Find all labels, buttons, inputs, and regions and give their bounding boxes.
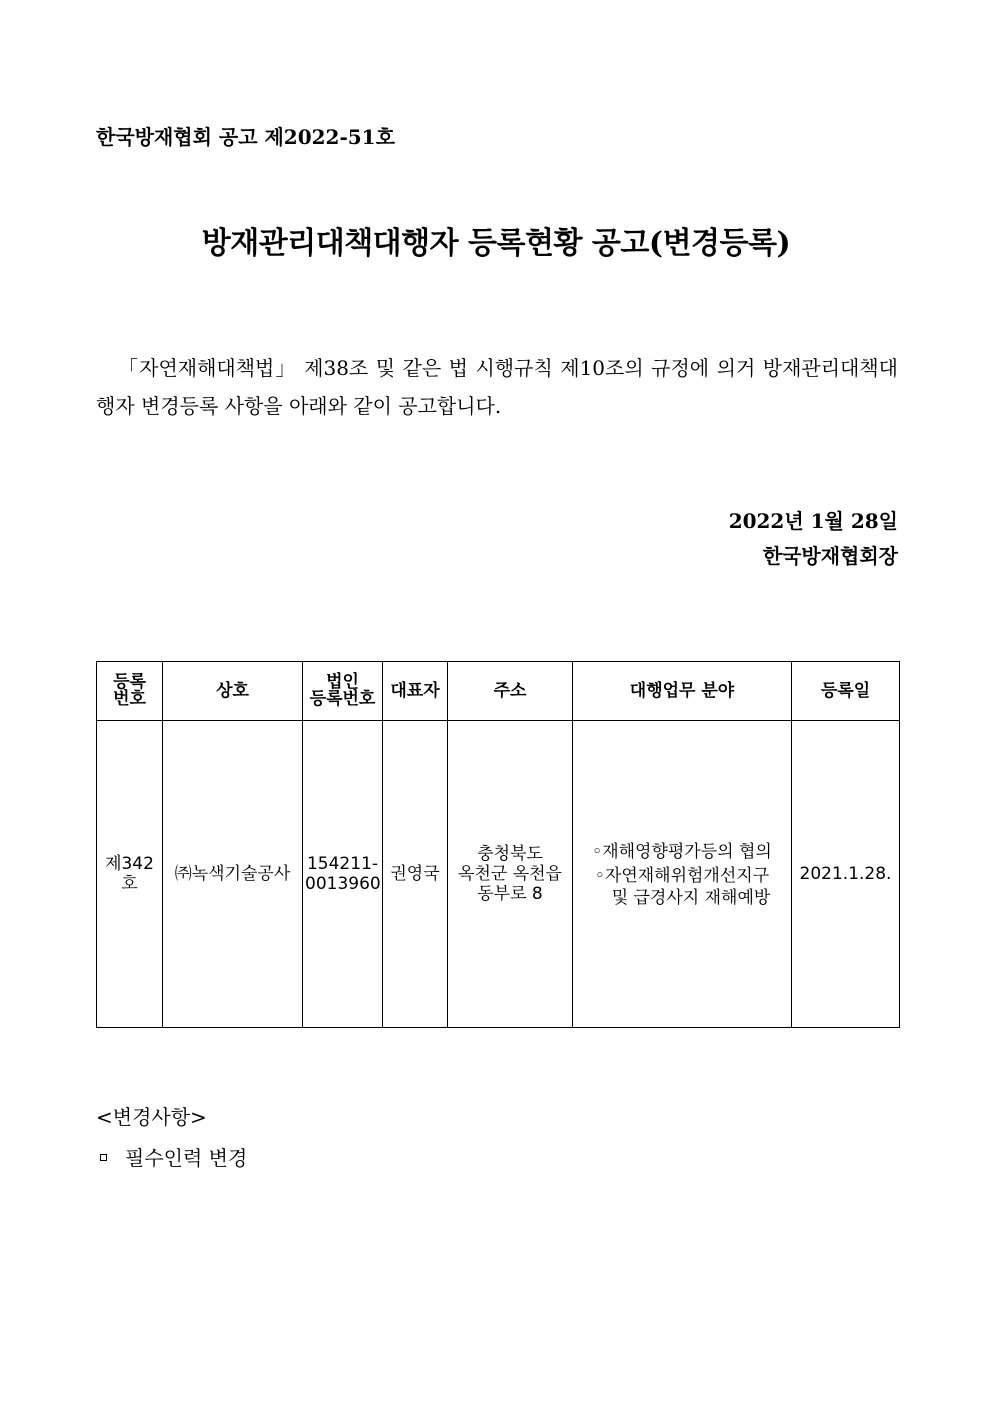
header-reg-no-line2: 번호: [113, 688, 146, 709]
body-paragraph: 「자연재해대책법」 제38조 및 같은 법 시행규칙 제10조의 규정에 의거 방재관리대책대행자 변경등록 사항을 아래와 같이 공고합니다.: [96, 356, 898, 418]
header-reg-date: 등록일: [792, 662, 900, 721]
field-line1: ◦재해영향평가등의 협의: [592, 842, 772, 862]
cell-address: [448, 721, 573, 1028]
header-corp-no: [303, 662, 383, 721]
cell-field: [573, 721, 792, 1028]
header-representative: 대표자: [383, 662, 448, 721]
notice-number: 한국방재협회 공고 제2022-51호: [96, 125, 395, 149]
header-reg-no: [97, 662, 163, 721]
header-field: 대행업무 분야: [573, 662, 792, 721]
changes-item-text: 필수인력 변경: [125, 1146, 248, 1170]
header-reg-no-line1: 등록: [113, 671, 146, 692]
table-header-row: [97, 662, 900, 721]
table-row: [97, 721, 900, 1028]
cell-reg-no: 제342호: [97, 721, 163, 1028]
changes-heading: <변경사항>: [96, 1105, 207, 1129]
issuer-name: 한국방재협회장: [762, 544, 898, 568]
address-line3: 동부로 8: [477, 884, 543, 904]
header-corp-no-line2: 등록번호: [309, 688, 376, 709]
page-title: 방재관리대책대행자 등록현황 공고(변경등록): [201, 226, 791, 261]
list-item: [100, 1142, 247, 1171]
header-company: 상호: [163, 662, 303, 721]
address-line2: 옥천군 옥천읍: [458, 864, 562, 884]
cell-representative: 권영국: [383, 721, 448, 1028]
cell-reg-date: 2021.1.28.: [792, 721, 900, 1028]
registration-table: [96, 661, 900, 1028]
corp-no-line2: 0013960: [305, 874, 381, 894]
cell-corp-no: [303, 721, 383, 1028]
field-line3: 및 급경사지 재해예방: [611, 888, 771, 908]
corp-no-line1: 154211-: [306, 854, 379, 874]
cell-company: ㈜녹색기술공사: [163, 721, 303, 1028]
field-line2: ◦자연재해위험개선지구: [594, 866, 770, 886]
notice-date: 2022년 1월 28일: [728, 509, 898, 533]
header-corp-no-line1: 법인: [326, 671, 359, 692]
square-bullet-icon: [100, 1154, 107, 1161]
address-line1: 충청북도: [477, 844, 543, 864]
header-address: 주소: [448, 662, 573, 721]
